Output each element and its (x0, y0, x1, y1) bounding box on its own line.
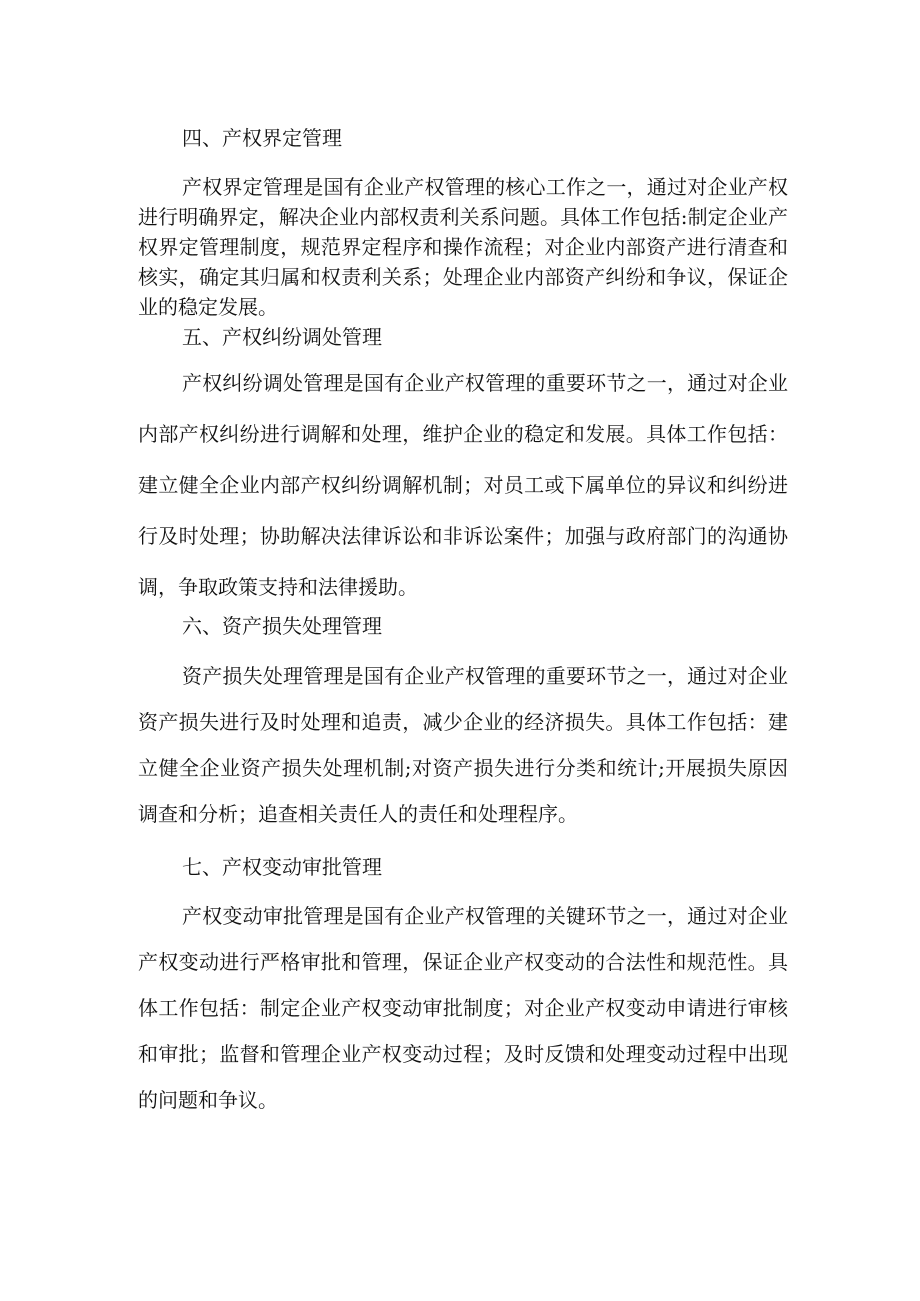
section-heading-7: 七、产权变动审批管理 (182, 855, 382, 879)
section-body-4: 产权界定管理是国有企业产权管理的核心工作之一，通过对企业产权进行明确界定，解决企业内部权责利关系问题。具体工作包括:制定企业产权界定管理制度，规范界定程序和操作流程；对企业内部资产进行清查和核实，确定其归属和权责利关系；处理企业内部资产纠纷和争议，保证企业的稳定发展。 (138, 175, 788, 319)
section-heading-4: 四、产权界定管理 (182, 126, 342, 150)
section-heading-6: 六、资产损失处理管理 (182, 614, 382, 638)
section-heading-5: 五、产权纠纷调处管理 (182, 325, 382, 349)
section-body-5: 产权纠纷调处管理是国有企业产权管理的重要环节之一，通过对企业内部产权纠纷进行调解和处理，维护企业的稳定和发展。具体工作包括：建立健全企业内部产权纠纷调解机制；对员工或下属单位的异议和纠纷进行及时处理；协助解决法律诉讼和非诉讼案件；加强与政府部门的沟通协调，争取政策支持和法律援助。 (138, 371, 788, 599)
section-body-6: 资产损失处理管理是国有企业产权管理的重要环节之一，通过对企业资产损失进行及时处理和追责，减少企业的经济损失。具体工作包括：建立健全企业资产损失处理机制;对资产损失进行分类和统计;开展损失原因调查和分析；追查相关责任人的责任和处理程序。 (138, 664, 788, 826)
section-body-7: 产权变动审批管理是国有企业产权管理的关键环节之一，通过对企业产权变动进行严格审批和管理，保证企业产权变动的合法性和规范性。具体工作包括：制定企业产权变动审批制度；对企业产权变动申请进行审核和审批；监督和管理企业产权变动过程；及时反馈和处理变动过程中出现的问题和争议。 (138, 904, 788, 1112)
